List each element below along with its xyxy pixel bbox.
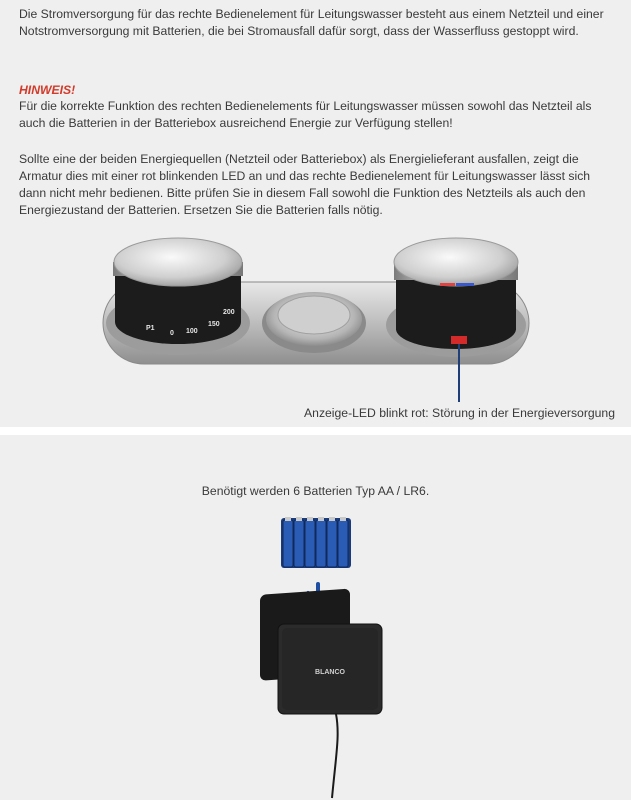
- left-knob: [106, 238, 250, 355]
- note-paragraph: Für die korrekte Funktion des rechten Bedienelements für Leitungswasser müssen sowohl das Netzteil als auch die Batterien in der Batteriebox ausreichend Energie zur Verfügung stellen!: [19, 99, 592, 130]
- failure-paragraph: Sollte eine der beiden Energiequellen (Netzteil oder Batteriebox) als Energielieferant ausfallen, zeigt die Armatur dies mit einer rot blinkenden LED an und das rechte Bedienelement für Leitungswasser lässt sich dann nicht mehr bedienen. Bitte prüfen Sie in diesem Fall sowohl die Funktion des Netzteils als auch den Energiezustand der Batterien. Ersetzen Sie die Batterien falls nötig.: [19, 152, 591, 217]
- dial-tick: 200: [223, 309, 235, 316]
- led-caption: Anzeige-LED blinkt rot: Störung in der Energieversorgung: [304, 406, 615, 420]
- intro-paragraph: Die Stromversorgung für das rechte Bedienelement für Leitungswasser besteht aus einem Netzteil und einer Notstromversorgung mit Batterien, die bei Stromausfall dafür sorgt, dass der Wasserfluss gestoppt wird.: [19, 7, 604, 38]
- battery-requirement: Benötigt werden 6 Batterien Typ AA / LR6.: [201, 484, 430, 498]
- dial-tick: P1: [146, 325, 155, 332]
- dial-tick: 0: [170, 330, 174, 337]
- dial-tick: 100: [186, 328, 198, 335]
- note-heading: HINWEIS!: [19, 83, 76, 97]
- dial-tick: 150: [208, 321, 220, 328]
- status-led: [451, 336, 467, 344]
- battery-box: [260, 589, 382, 798]
- battery-box-illustration: [0, 500, 631, 800]
- aa-batteries: [281, 517, 351, 568]
- brand-logo: BLANCO: [315, 669, 345, 676]
